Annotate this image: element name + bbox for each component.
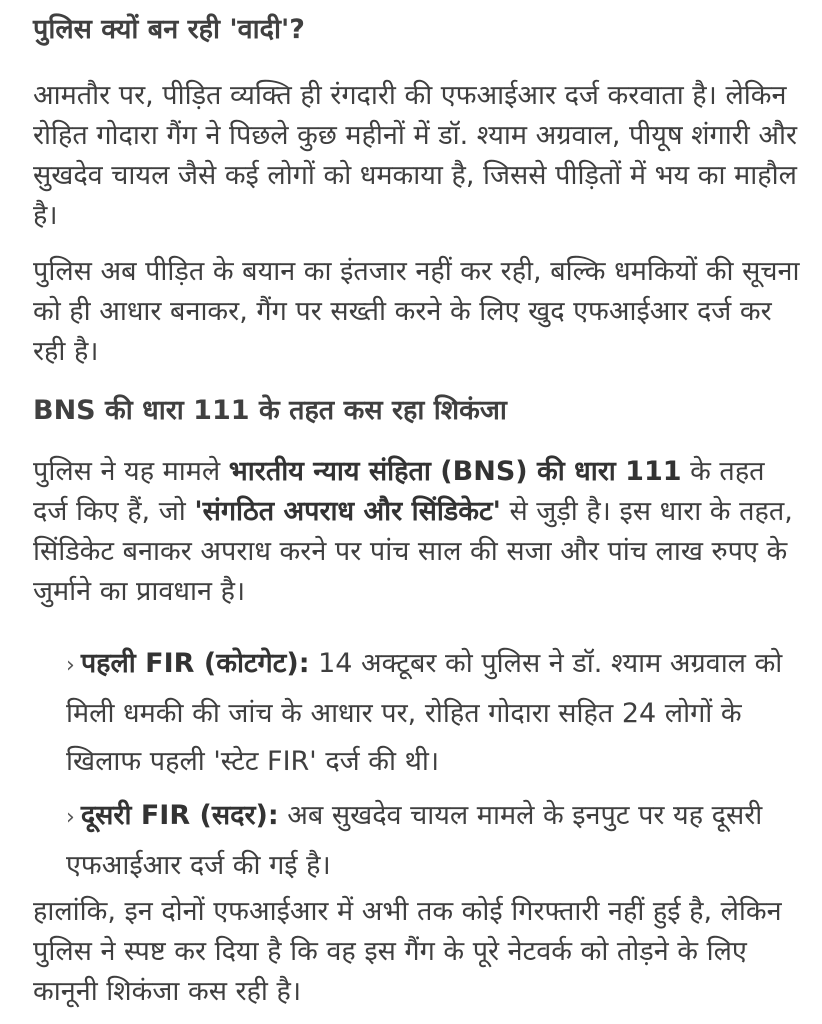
paragraph-police-self-fir: पुलिस अब पीड़ित के बयान का इंतजार नहीं कर रही, बल्कि धमकियों की सूचना को ही आधार बनाकर, गैंग पर सख्ती करने के लिए खुद एफआईआर दर्ज कर रही है।	[33, 256, 800, 367]
paragraph-no-arrests: हालांकि, इन दोनों एफआईआर में अभी तक कोई गिरफ्तारी नहीं हुई है, लेकिन पुलिस ने स्पष्ट कर दिया है कि वह इस गैंग के पूरे नेटवर्क को तोड़ने के लिए कानूनी शिकंजा कस रही है।	[33, 896, 782, 1007]
list-item-label: पहली FIR (कोटगेट):	[80, 648, 310, 679]
paragraph-text: के तहत दर्ज किए हैं, जो	[33, 456, 765, 527]
section-heading-police-plaintiff: पुलिस क्यों बन रही 'वादी'?	[33, 14, 305, 45]
list-item-text: 14 अक्टूबर को पुलिस ने डॉ. श्याम अग्रवाल को मिली धमकी की जांच के आधार पर, रोहित गोदारा सहित 24 लोगों के खिलाफ पहली 'स्टेट FIR' दर्ज की थी।	[66, 648, 783, 777]
bold-bns-section: भारतीय न्याय संहिता (BNS) की धारा 111	[228, 456, 682, 487]
paragraph-victims-fear: आमतौर पर, पीड़ित व्यक्ति ही रंगदारी की एफआईआर दर्ज करवाता है। लेकिन रोहित गोदारा गैंग ने पिछले कुछ महीनों में डॉ. श्याम अग्रवाल, पीयूष शंगारी और सुखदेव चायल जैसे कई लोगों को धमकाया है, जिससे पीड़ितों में भय का माहौल है।	[33, 80, 797, 231]
paragraph-text: पुलिस ने यह मामले	[33, 456, 229, 487]
section-heading-bns-111: BNS की धारा 111 के तहत कस रहा शिकंजा	[33, 395, 507, 426]
paragraph-text: से जुड़ी है। इस धारा के तहत, सिंडिकेट बनाकर अपराध करने पर पांच साल की सजा और पांच लाख रुपए के जुर्माने का प्रावधान है।	[33, 496, 793, 607]
list-item	[66, 792, 804, 890]
list-item	[66, 640, 804, 786]
list-item-label: दूसरी FIR (सदर):	[80, 800, 279, 831]
bold-organized-crime: 'संगठित अपराध और सिंडिकेट'	[194, 496, 501, 527]
chevron-right-icon: ›	[66, 805, 75, 830]
fir-list	[66, 640, 804, 896]
chevron-right-icon: ›	[66, 653, 75, 678]
paragraph-bns-section	[33, 452, 804, 612]
list-item-text: अब सुखदेव चायल मामले के इनपुट पर यह दूसरी एफआईआर दर्ज की गई है।	[66, 800, 763, 881]
